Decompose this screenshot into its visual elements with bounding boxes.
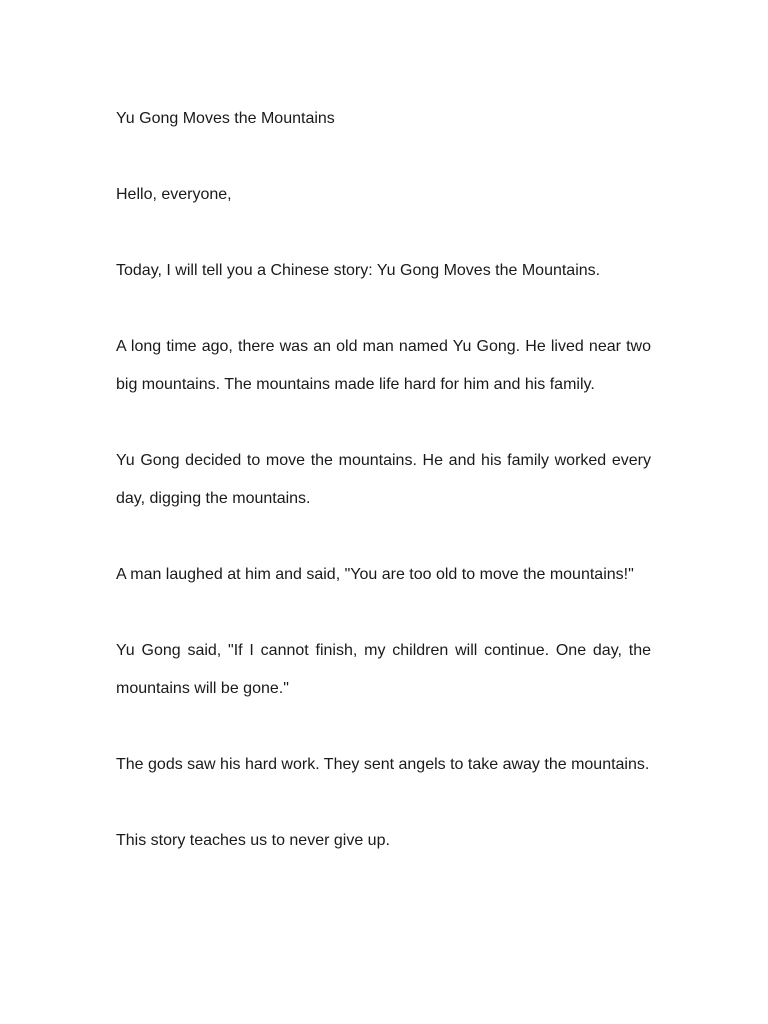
- paragraph-background: A long time ago, there was an old man named Yu Gong. He lived near two big mountains. The mountains made life hard for him and his family.: [116, 338, 651, 393]
- document-body: [116, 100, 651, 898]
- document-title: Yu Gong Moves the Mountains: [116, 110, 335, 127]
- paragraph-intro: Today, I will tell you a Chinese story: Yu Gong Moves the Mountains.: [116, 262, 601, 279]
- paragraph-reply: Yu Gong said, "If I cannot finish, my children will continue. One day, the mountains will be gone.": [116, 642, 651, 697]
- paragraph-decision: Yu Gong decided to move the mountains. He and his family worked every day, digging the mountains.: [116, 452, 651, 507]
- paragraph-mockery: A man laughed at him and said, "You are too old to move the mountains!": [116, 566, 634, 583]
- paragraph-greeting: Hello, everyone,: [116, 186, 232, 203]
- paragraph-moral: This story teaches us to never give up.: [116, 832, 390, 849]
- paragraph-gods: The gods saw his hard work. They sent angels to take away the mountains.: [116, 756, 650, 773]
